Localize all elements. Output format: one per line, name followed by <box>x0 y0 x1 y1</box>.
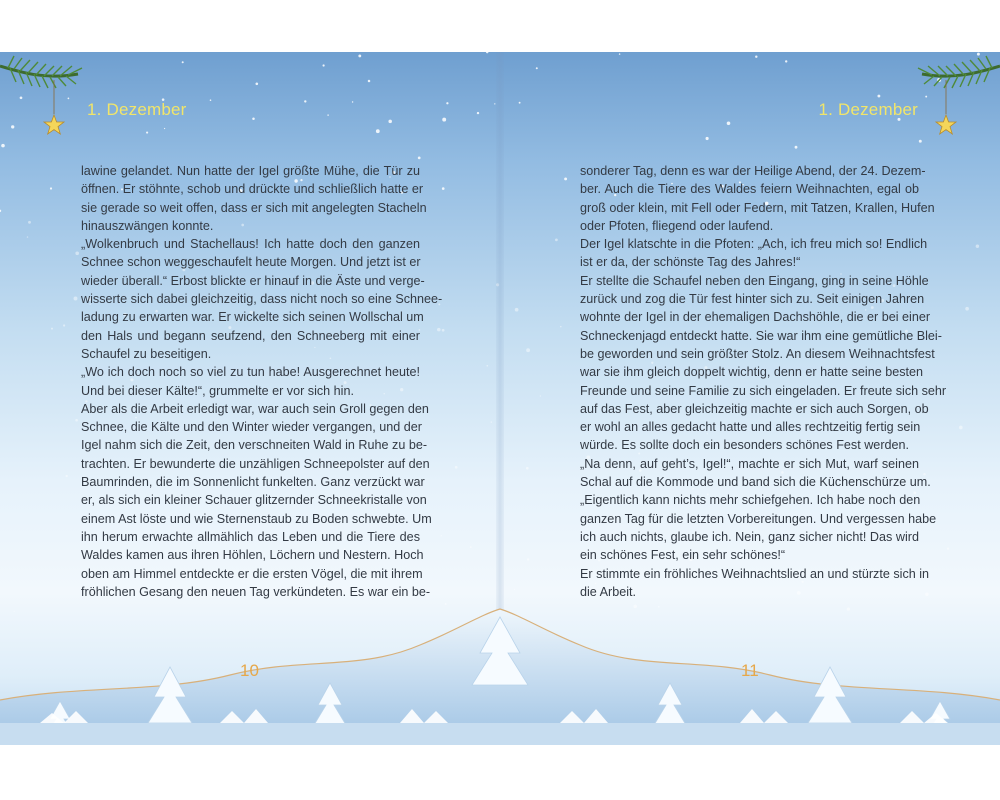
snowflake <box>440 535 441 536</box>
snowflake <box>540 395 541 396</box>
snowflake <box>74 297 78 301</box>
text-line: sonderer Tag, denn es war der Heilige Abend, der 24. Dezem- <box>580 164 926 178</box>
text-line: die Arbeit. <box>580 584 637 599</box>
text-line: ich auch nichts, glaube ich. Nein, ganz sicher nicht! Das wird <box>580 529 919 544</box>
snowflake <box>28 221 31 224</box>
text-line: wieder überall.“ Erbost blickte er hinauf in die Äste und verge- <box>81 273 425 288</box>
snowflake <box>619 53 620 54</box>
text-line: ist er da, der schönste Tag des Jahres!“ <box>580 255 801 270</box>
snowflake <box>446 102 448 104</box>
page-number-left: 10 <box>240 661 259 680</box>
text-line: Schaufel zu beseitigen. <box>81 346 212 361</box>
snowflake <box>358 54 361 57</box>
snowflake <box>486 52 488 53</box>
snowflake <box>210 99 212 101</box>
text-line: würde. Es sollte doch ein besonders schönes Fest werden. <box>580 438 910 453</box>
text-line: Schnee schon weggeschaufelt heute Morgen. Und jetzt ist er <box>81 255 421 270</box>
snowflake <box>959 426 963 430</box>
snowflake <box>442 187 445 190</box>
snowflake <box>63 324 65 326</box>
snowflake <box>27 236 28 237</box>
text-line: fröhlichen Gesang den neuen Tag verkündeten. Es war ein be- <box>81 584 431 599</box>
text-line: Der Igel klatschte in die Pfoten: „Ach, ich freu mich so! Endlich <box>580 237 928 252</box>
snowflake <box>947 547 949 549</box>
snowflake <box>877 95 880 98</box>
snowflake <box>976 244 979 247</box>
text-line: ladung zu erwarten war. Er wickelte sich seinen Wollschal um <box>81 310 424 325</box>
text-line: lawine gelandet. Nun hatte der Igel größte Mühe, die Tür zu <box>81 164 420 178</box>
text-line: wisserte sich dabei gleichzeitig, dass nicht noch so eine Schnee- <box>81 292 443 307</box>
snowflake <box>75 419 78 422</box>
snowflake <box>795 146 798 149</box>
text-line: Waldes kamen aus ihren Höhlen, Löchern und Nestern. Hoch <box>81 548 424 563</box>
text-line: Er stimmte ein fröhliches Weihnachtslied an und stürzte sich in <box>580 566 930 581</box>
snowflake <box>437 328 441 332</box>
book-spread <box>0 52 1000 745</box>
text-line: einem Ast löste und wie Sternenstaub zu Boden schwebte. Um <box>81 511 432 526</box>
text-line: „Eigentlich kann nichts mehr schiefgehen. Ich habe noch den <box>580 493 921 508</box>
snowflake <box>536 67 538 69</box>
text-line: oder Pfoten, fliegend oder laufend. <box>580 218 774 233</box>
snowflake <box>527 558 529 560</box>
snowflake <box>755 55 757 57</box>
snowflake <box>560 326 562 328</box>
text-line: hinauszwängen konnte. <box>81 218 214 233</box>
snowflake <box>368 80 371 83</box>
text-line: „Na denn, auf geht’s, Igel!“, machte er sich Mut, warf seinen <box>580 456 919 471</box>
body-text-right <box>580 162 947 601</box>
snowflake <box>66 475 68 477</box>
text-line: war sie ihm gleich doppelt wichtig, denn er hatte seine besten <box>580 365 924 380</box>
page-number-right: 11 <box>741 661 759 680</box>
text-line: Baumrinden, die im Sonnenlicht funkelten. Ganz verzückt war <box>81 475 425 490</box>
text-line: groß oder klein, mit Fell oder Federn, mit Tatzen, Krallen, Hufen <box>580 200 935 215</box>
text-line: oben am Himmel entdeckte er die ersten Vögel, die mit ihrem <box>81 566 423 581</box>
text-line: er, als sich ein kleiner Schauer glitzernder Schneekristalle von <box>81 493 427 508</box>
text-line: ein schönes Fest, ein sehr schönes!“ <box>580 548 786 563</box>
text-line: „Wo ich doch noch so viel zu tun habe! Ausgerechnet heute! <box>81 365 420 380</box>
body-text-left <box>81 162 443 601</box>
snowflake <box>526 348 530 352</box>
snowflake <box>352 101 353 102</box>
text-line: er wohl an alles gedacht hatte und alles rechtzeitig fertig sein <box>580 420 921 435</box>
snowflake <box>564 177 567 180</box>
snowflake <box>50 187 52 189</box>
snowflake <box>164 128 165 129</box>
snowflake <box>75 251 79 255</box>
snowflake <box>925 593 929 597</box>
text-line: Schnee, die Kälte und den Winter wieder vergangen, und der <box>81 420 422 435</box>
snowflake <box>304 100 306 102</box>
snowflake <box>182 61 184 63</box>
text-line: Und bei dieser Kälte!“, grummelte er vor sich hin. <box>81 383 354 398</box>
snowflake <box>491 421 492 422</box>
text-line: öffnen. Er stöhnte, schob und drückte und schließlich hatte er <box>81 182 424 197</box>
snowflake <box>785 60 787 62</box>
snowflake <box>255 83 258 86</box>
snowflake <box>0 210 1 212</box>
snowflake <box>727 122 731 126</box>
snowflake <box>526 467 529 470</box>
text-line: den Hals und begann seufzend, den Schneeberg mit einer <box>81 328 420 343</box>
star-ornament-icon <box>43 114 65 136</box>
text-line: Schal auf die Kommode und band sich die Küchenschürze um. <box>580 475 931 490</box>
snowy-forest-landscape <box>0 605 1000 745</box>
snowflake <box>515 308 519 312</box>
text-line: ganzen Tag für die letzten Vorbereitungen. Und vergessen habe <box>580 511 937 526</box>
text-line: Aber als die Arbeit erledigt war, war auch sein Groll gegen den <box>81 401 429 416</box>
text-line: be geworden und sein größter Stolz. An diesem Weihnachtsfest <box>580 346 935 361</box>
text-line: Freunde und seine Familie zu sich eingeladen. Er freute sich sehr <box>580 383 947 398</box>
text-line: trachten. Er bewunderte die unzähligen Schneepolster auf den <box>81 456 430 471</box>
text-line: wohnte der Igel in der ehemaligen Dachshöhle, die er bei einer <box>580 310 931 325</box>
snowflake <box>51 328 53 330</box>
snowflake <box>514 589 515 590</box>
snowflake <box>470 546 472 548</box>
text-line: Schneckenjagd entdeckt hatte. Sie war ihm eine gemütliche Blei- <box>580 328 942 343</box>
snowflake <box>486 365 488 367</box>
text-line: Igel nahm sich die Zeit, den verschneiten Wald in Ruhe zu be- <box>81 438 428 453</box>
chapter-heading-right: 1. Dezember <box>818 100 918 119</box>
text-line: ihn herum erwachte allmählich das Leben und die Tiere des <box>81 529 420 544</box>
snowflake <box>323 64 325 66</box>
snowflake <box>327 114 328 115</box>
snowflake <box>706 137 709 140</box>
star-ornament-icon <box>935 114 957 136</box>
text-line: sie gerade so weit offen, dass er sich mit angelegten Stacheln <box>81 200 427 215</box>
text-line: auf das Fest, aber gleichzeitig machte er sich auch Sorgen, ob <box>580 401 929 416</box>
snowflake <box>418 157 421 160</box>
snowflake <box>519 102 521 104</box>
snowflake <box>252 117 255 120</box>
snowflake <box>388 120 392 124</box>
snowflake <box>442 118 446 122</box>
text-line: zurück und zog die Tür fest hinter sich zu. Seit einigen Jahren <box>580 292 925 307</box>
text-line: Er stellte die Schaufel neben den Eingang, ging in seine Höhle <box>580 273 929 288</box>
snowflake <box>477 112 479 114</box>
snowflake <box>455 466 458 469</box>
snowflake <box>442 329 445 332</box>
snowflake <box>376 129 380 133</box>
text-line: „Wolkenbruch und Stachellaus! Ich hatte doch den ganzen <box>81 237 420 252</box>
snowflake <box>965 307 969 311</box>
snowflake <box>555 239 558 242</box>
text-line: ber. Auch die Tiere des Waldes feiern Weihnachten, egal ob <box>580 182 919 197</box>
snowflake <box>146 132 148 134</box>
chapter-heading-left: 1. Dezember <box>87 100 187 119</box>
